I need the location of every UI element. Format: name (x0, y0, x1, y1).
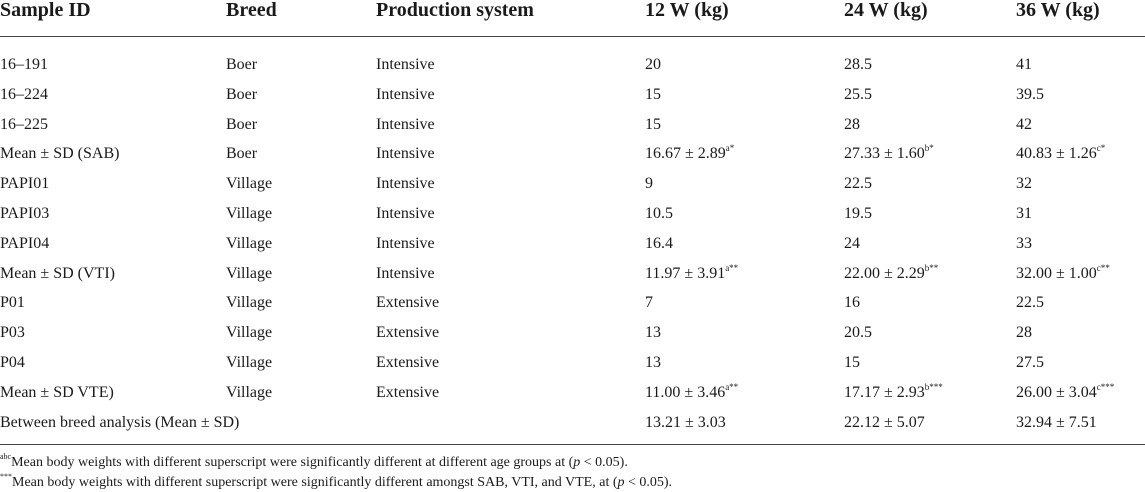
cell-production-system-value: Intensive (376, 116, 435, 133)
cell-24w (844, 355, 860, 371)
cell-36w (1016, 57, 1032, 73)
cell-production-system-value: Intensive (376, 235, 435, 252)
cell-24w (844, 325, 872, 341)
cell-breed-value: Village (226, 324, 273, 341)
cell-sample-id-value: PAPI01 (0, 175, 50, 192)
cell-breed (226, 87, 257, 103)
cell-production-system-value: Intensive (376, 145, 435, 162)
cell-24w-value: 16 (844, 294, 860, 311)
significance-superscript: a** (725, 381, 739, 392)
cell-12w-value: 10.5 (645, 205, 673, 222)
significance-superscript: c** (1096, 262, 1110, 273)
cell-sample-id (0, 117, 48, 133)
cell-sample-id (0, 295, 25, 311)
cell-24w-value: 24 (844, 235, 860, 252)
cell-24w (844, 262, 939, 282)
cell-breed-value: Village (226, 354, 273, 371)
footnote-significance-age (0, 452, 628, 470)
cell-breed (226, 295, 272, 311)
cell-36w-value: 39.5 (1016, 86, 1044, 103)
cell-12w (645, 325, 661, 341)
cell-24w (844, 117, 860, 133)
cell-breed-value: Boer (226, 145, 258, 162)
table-bottom-rule (0, 444, 1145, 445)
cell-24w-value: 19.5 (844, 205, 872, 222)
cell-production-system-value: Extensive (376, 324, 440, 341)
cell-breed-value: Boer (226, 86, 258, 103)
cell-12w-value: 13 (645, 354, 661, 371)
significance-superscript: c* (1096, 142, 1106, 153)
cell-12w-value: 16.4 (645, 235, 673, 252)
cell-12w (645, 236, 673, 252)
cell-breed-value: Village (226, 205, 273, 222)
cell-production-system (376, 236, 435, 252)
cell-production-system (376, 295, 439, 311)
cell-12w (645, 117, 661, 133)
cell-production-system-value: Extensive (376, 354, 440, 371)
cell-production-system (376, 266, 435, 282)
cell-24w (844, 87, 872, 103)
cell-24w-value: 15 (844, 354, 860, 371)
cell-breed (226, 206, 272, 222)
cell-36w-value: 41 (1016, 56, 1032, 73)
cell-sample-id-value: PAPI04 (0, 235, 50, 252)
cell-36w-value: 27.5 (1016, 354, 1044, 371)
cell-36w (1016, 415, 1097, 431)
cell-24w-value: 22.00 ± 2.29 (844, 265, 925, 282)
cell-production-system (376, 206, 435, 222)
footnote-2-marker: *** (0, 472, 12, 482)
cell-sample-id-value: 16–224 (0, 86, 48, 103)
cell-breed-value: Boer (226, 116, 258, 133)
significance-superscript: b* (924, 142, 934, 153)
cell-36w-value: 40.83 ± 1.26 (1016, 145, 1097, 162)
cell-12w-value: 13 (645, 324, 661, 341)
cell-sample-id (0, 415, 239, 431)
cell-24w (844, 57, 872, 73)
cell-sample-id-value: PAPI03 (0, 205, 50, 222)
footnote-significance-groups (0, 472, 673, 490)
cell-36w (1016, 176, 1032, 192)
cell-36w-value: 22.5 (1016, 294, 1044, 311)
significance-superscript: a* (725, 142, 735, 153)
cell-24w-value: 25.5 (844, 86, 872, 103)
cell-production-system (376, 87, 435, 103)
footnote-2-p: p (617, 475, 625, 490)
significance-superscript: c*** (1096, 381, 1115, 392)
cell-24w (844, 415, 925, 431)
significance-superscript: a** (725, 262, 739, 273)
cell-production-system-value: Intensive (376, 265, 435, 282)
cell-breed (226, 117, 257, 133)
cell-production-system-value: Intensive (376, 175, 435, 192)
cell-sample-id (0, 385, 114, 401)
cell-24w-value: 20.5 (844, 324, 872, 341)
cell-36w (1016, 87, 1044, 103)
cell-breed (226, 325, 272, 341)
cell-12w (645, 142, 735, 162)
cell-24w (844, 142, 934, 162)
cell-12w (645, 415, 726, 431)
cell-36w-value: 32.00 ± 1.00 (1016, 265, 1097, 282)
cell-production-system (376, 176, 435, 192)
cell-12w (645, 355, 661, 371)
footnote-2-text: Mean body weights with different superscript were significantly different amongst SAB, VTI, and VTE, at ( (12, 475, 618, 490)
footnote-1-p: p (573, 455, 581, 470)
cell-production-system (376, 355, 439, 371)
cell-breed (226, 266, 272, 282)
cell-12w-value: 11.97 ± 3.91 (645, 265, 726, 282)
cell-sample-id (0, 206, 49, 222)
cell-12w-value: 16.67 ± 2.89 (645, 145, 726, 162)
cell-breed-value: Village (226, 384, 273, 401)
cell-36w-value: 33 (1016, 235, 1032, 252)
cell-36w (1016, 262, 1110, 282)
cell-36w (1016, 381, 1115, 401)
cell-sample-id-value: Between breed analysis (Mean ± SD) (0, 414, 240, 431)
cell-36w-value: 28 (1016, 324, 1032, 341)
cell-24w (844, 206, 872, 222)
cell-sample-id-value: Mean ± SD (VTI) (0, 265, 115, 282)
cell-12w-value: 13.21 ± 3.03 (645, 414, 726, 431)
cell-36w (1016, 355, 1044, 371)
col-header-12w: 12 W (kg) (645, 0, 729, 21)
cell-sample-id-value: 16–225 (0, 116, 48, 133)
cell-sample-id-value: P01 (0, 294, 25, 311)
cell-production-system (376, 385, 439, 401)
cell-12w (645, 57, 661, 73)
cell-24w (844, 176, 872, 192)
cell-sample-id-value: 16–191 (0, 56, 48, 73)
cell-sample-id-value: P03 (0, 324, 25, 341)
cell-12w-value: 15 (645, 86, 661, 103)
cell-36w (1016, 142, 1106, 162)
cell-production-system-value: Extensive (376, 294, 440, 311)
cell-breed (226, 236, 272, 252)
cell-production-system (376, 117, 435, 133)
cell-12w-value: 11.00 ± 3.46 (645, 384, 726, 401)
cell-12w (645, 176, 653, 192)
cell-36w (1016, 295, 1044, 311)
cell-breed (226, 176, 272, 192)
cell-12w (645, 262, 739, 282)
cell-12w (645, 87, 661, 103)
cell-36w (1016, 325, 1032, 341)
cell-sample-id (0, 266, 115, 282)
cell-12w (645, 206, 673, 222)
cell-12w-value: 20 (645, 56, 661, 73)
cell-24w (844, 381, 943, 401)
cell-breed (226, 146, 257, 162)
cell-12w-value: 7 (645, 294, 653, 311)
cell-36w-value: 31 (1016, 205, 1032, 222)
cell-breed (226, 57, 257, 73)
cell-36w-value: 26.00 ± 3.04 (1016, 384, 1097, 401)
cell-24w (844, 236, 860, 252)
cell-36w-value: 42 (1016, 116, 1032, 133)
cell-production-system (376, 325, 439, 341)
cell-24w-value: 28 (844, 116, 860, 133)
cell-sample-id (0, 87, 48, 103)
cell-36w (1016, 236, 1032, 252)
cell-breed (226, 385, 272, 401)
footnote-2-end: < 0.05). (624, 475, 673, 490)
cell-24w-value: 27.33 ± 1.60 (844, 145, 925, 162)
cell-sample-id (0, 325, 25, 341)
cell-24w-value: 28.5 (844, 56, 872, 73)
cell-production-system-value: Intensive (376, 205, 435, 222)
header-divider (0, 36, 1145, 37)
cell-breed-value: Village (226, 235, 273, 252)
cell-sample-id-value: P04 (0, 354, 25, 371)
cell-24w-value: 22.12 ± 5.07 (844, 414, 925, 431)
cell-36w-value: 32 (1016, 175, 1032, 192)
footnote-1-end: < 0.05). (580, 455, 628, 470)
footnote-1-text: Mean body weights with different superscript were significantly different at different age groups at ( (11, 455, 574, 470)
cell-breed-value: Village (226, 175, 273, 192)
cell-36w (1016, 206, 1032, 222)
cell-breed-value: Boer (226, 56, 258, 73)
col-header-production-system: Production system (376, 0, 534, 21)
cell-12w (645, 295, 653, 311)
cell-36w-value: 32.94 ± 7.51 (1016, 414, 1097, 431)
cell-12w (645, 381, 739, 401)
cell-12w-value: 15 (645, 116, 661, 133)
col-header-sample-id: Sample ID (0, 0, 91, 21)
cell-sample-id-value: Mean ± SD VTE) (0, 384, 114, 401)
cell-breed-value: Village (226, 265, 273, 282)
footnote-1-marker: abc (0, 452, 12, 462)
cell-24w-value: 22.5 (844, 175, 872, 192)
col-header-36w: 36 W (kg) (1016, 0, 1100, 21)
cell-24w (844, 295, 860, 311)
cell-12w-value: 9 (645, 175, 653, 192)
cell-production-system (376, 146, 435, 162)
cell-36w (1016, 117, 1032, 133)
cell-production-system-value: Intensive (376, 86, 435, 103)
cell-sample-id (0, 57, 48, 73)
cell-sample-id (0, 236, 49, 252)
cell-breed (226, 355, 272, 371)
cell-sample-id (0, 355, 25, 371)
significance-superscript: b** (924, 262, 939, 273)
cell-production-system-value: Extensive (376, 384, 440, 401)
cell-sample-id (0, 176, 49, 192)
cell-breed-value: Village (226, 294, 273, 311)
col-header-breed: Breed (226, 0, 277, 21)
cell-sample-id (0, 146, 119, 162)
col-header-24w: 24 W (kg) (844, 0, 928, 21)
cell-production-system-value: Intensive (376, 56, 435, 73)
cell-24w-value: 17.17 ± 2.93 (844, 384, 925, 401)
significance-superscript: b*** (924, 381, 943, 392)
cell-production-system (376, 57, 435, 73)
cell-sample-id-value: Mean ± SD (SAB) (0, 145, 120, 162)
